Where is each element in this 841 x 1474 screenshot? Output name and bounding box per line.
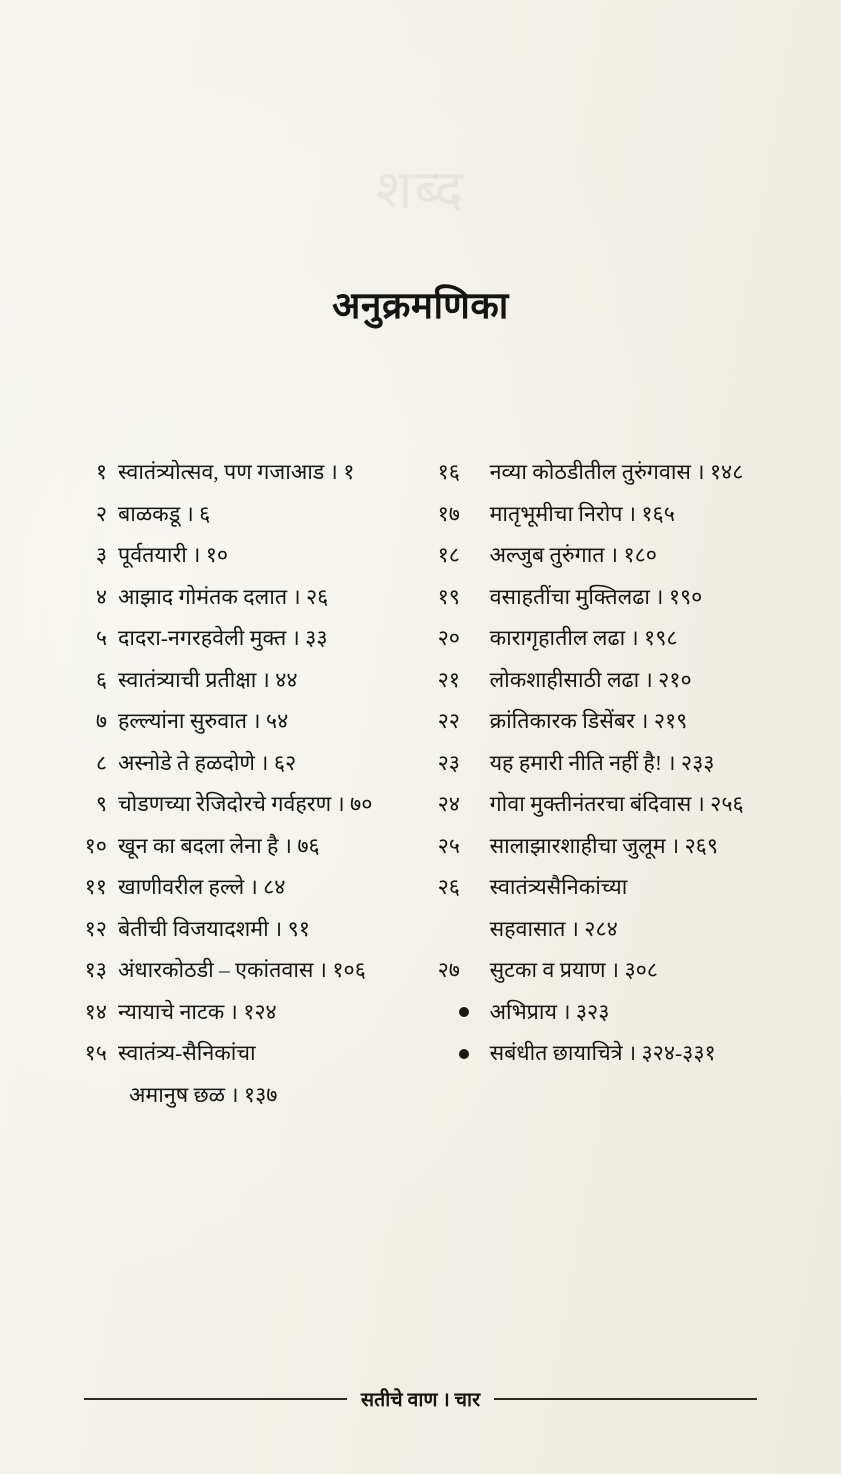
chapter-title: दादरा-नगरहवेली मुक्त । ३३	[118, 626, 328, 650]
chapter-title: हल्ल्यांना सुरुवात । ५४	[118, 709, 289, 733]
chapter-number: २४	[437, 792, 460, 816]
watermark-text: शब्द	[375, 160, 466, 220]
list-item	[438, 494, 825, 536]
chapter-title: वसाहतींचा मुक्तिलढा । १९०	[489, 584, 703, 609]
list-item	[438, 618, 825, 660]
chapter-number: २७	[437, 958, 460, 982]
chapter-title: सबंधीत छायाचित्रे । ३२४-३३१	[489, 1041, 716, 1065]
chapter-title: लोकशाहीसाठी लढा । २१०	[489, 667, 692, 692]
list-item	[438, 992, 825, 1034]
list-item	[438, 1033, 825, 1075]
chapter-number: ७	[95, 709, 107, 733]
list-item	[74, 660, 438, 702]
chapter-title: अभिप्राय । ३२३	[489, 999, 610, 1024]
page-title: अनुक्रमणिका	[332, 286, 509, 327]
list-item	[74, 494, 438, 536]
list-item	[438, 826, 825, 868]
chapter-title: सालाझारशाहीचा जुलूम । २६९	[489, 833, 719, 858]
chapter-title: न्यायाचे नाटक । १२४	[118, 999, 277, 1024]
chapter-number: ८	[95, 750, 107, 775]
chapter-title: अंधारकोठडी – एकांतवास । १०६	[118, 958, 366, 982]
chapter-title: आझाद गोमंतक दलात । २६	[118, 584, 329, 609]
list-item	[74, 1033, 438, 1075]
list-item	[74, 701, 438, 743]
list-item	[74, 950, 438, 992]
footer-text: सतीचे वाण । चार	[360, 1390, 481, 1411]
list-item	[74, 909, 438, 951]
chapter-number: ४	[95, 584, 107, 609]
list-item	[74, 452, 438, 494]
list-item	[438, 950, 825, 992]
list-item	[74, 826, 438, 868]
chapter-number: १७	[437, 501, 460, 526]
toc-column-right	[438, 452, 825, 1116]
chapter-number: १६	[437, 460, 460, 484]
list-item	[438, 577, 825, 619]
chapter-title: स्वातंत्र्योत्सव, पण गजाआड । १	[118, 460, 355, 484]
chapter-number: १०	[84, 833, 107, 858]
footer-rule-right	[494, 1398, 757, 1400]
footer-rule-left	[84, 1398, 347, 1400]
chapter-number: १२	[84, 916, 107, 941]
chapter-title: बाळकडू । ६	[118, 501, 211, 526]
list-item	[74, 992, 438, 1034]
chapter-title: स्वातंत्र्यसैनिकांच्या	[489, 875, 628, 899]
chapter-title: खून का बदला लेना है । ७६	[118, 833, 320, 858]
list-item	[74, 867, 438, 909]
chapter-number: १४	[84, 999, 107, 1024]
chapter-title: स्वातंत्र्याची प्रतीक्षा । ४४	[118, 667, 298, 692]
list-item	[74, 618, 438, 660]
chapter-number: २१	[437, 667, 460, 692]
list-item	[438, 867, 825, 909]
chapter-title: यह हमारी नीति नहीं है! । २३३	[489, 750, 715, 775]
chapter-number: २	[95, 501, 107, 526]
chapter-title: चोडणच्या रेजिदोरचे गर्वहरण । ७०	[118, 792, 373, 816]
toc-column-left	[74, 452, 438, 1116]
list-item	[438, 784, 825, 826]
chapter-number: २३	[437, 750, 460, 775]
chapter-title: खाणीवरील हल्ले । ८४	[118, 875, 286, 899]
chapter-title-continued: सहवासात । २८४	[489, 916, 618, 941]
bullet-icon	[438, 1033, 490, 1075]
list-item	[438, 535, 825, 577]
chapter-number: १५	[84, 1041, 107, 1065]
chapter-number: २५	[437, 833, 460, 858]
chapter-number: १	[95, 460, 107, 484]
list-item	[74, 577, 438, 619]
chapter-number: २०	[437, 626, 460, 650]
list-item	[438, 743, 825, 785]
chapter-title-continued: अमानुष छळ । १३७	[129, 1082, 278, 1107]
list-item	[438, 701, 825, 743]
chapter-title: अल्जुब तुरुंगात । १८०	[489, 543, 657, 567]
list-item	[74, 784, 438, 826]
chapter-title: नव्या कोठडीतील तुरुंगवास । १४८	[489, 460, 744, 484]
list-item	[74, 535, 438, 577]
table-of-contents	[74, 452, 825, 1116]
page-footer	[0, 1385, 841, 1412]
chapter-number: ११	[84, 875, 107, 899]
chapter-title: स्वातंत्र्य-सैनिकांचा	[118, 1041, 256, 1065]
chapter-number: १९	[437, 584, 460, 609]
chapter-title: कारागृहातील लढा । १९८	[489, 626, 678, 650]
chapter-title: गोवा मुक्तीनंतरचा बंदिवास । २५६	[489, 792, 744, 816]
chapter-number: १३	[84, 958, 107, 982]
chapter-title: मातृभूमीचा निरोप । १६५	[489, 501, 675, 526]
chapter-number: ३	[95, 543, 107, 567]
chapter-title: बेतीची विजयादशमी । ९१	[118, 916, 310, 941]
chapter-title: अस्नोडे ते हळदोणे । ६२	[118, 750, 297, 775]
chapter-number: १८	[437, 543, 460, 567]
chapter-number: ६	[95, 667, 107, 692]
list-item	[438, 660, 825, 702]
list-item	[74, 743, 438, 785]
chapter-number: २६	[437, 875, 460, 899]
chapter-number: ९	[95, 792, 107, 816]
bullet-icon	[438, 992, 490, 1034]
list-item	[438, 452, 825, 494]
chapter-title: क्रांतिकारक डिसेंबर । २१९	[489, 709, 688, 733]
chapter-number: २२	[437, 709, 460, 733]
chapter-title: सुटका व प्रयाण । ३०८	[489, 958, 658, 982]
chapter-title: पूर्वतयारी । १०	[118, 543, 229, 567]
chapter-number: ५	[95, 626, 107, 650]
